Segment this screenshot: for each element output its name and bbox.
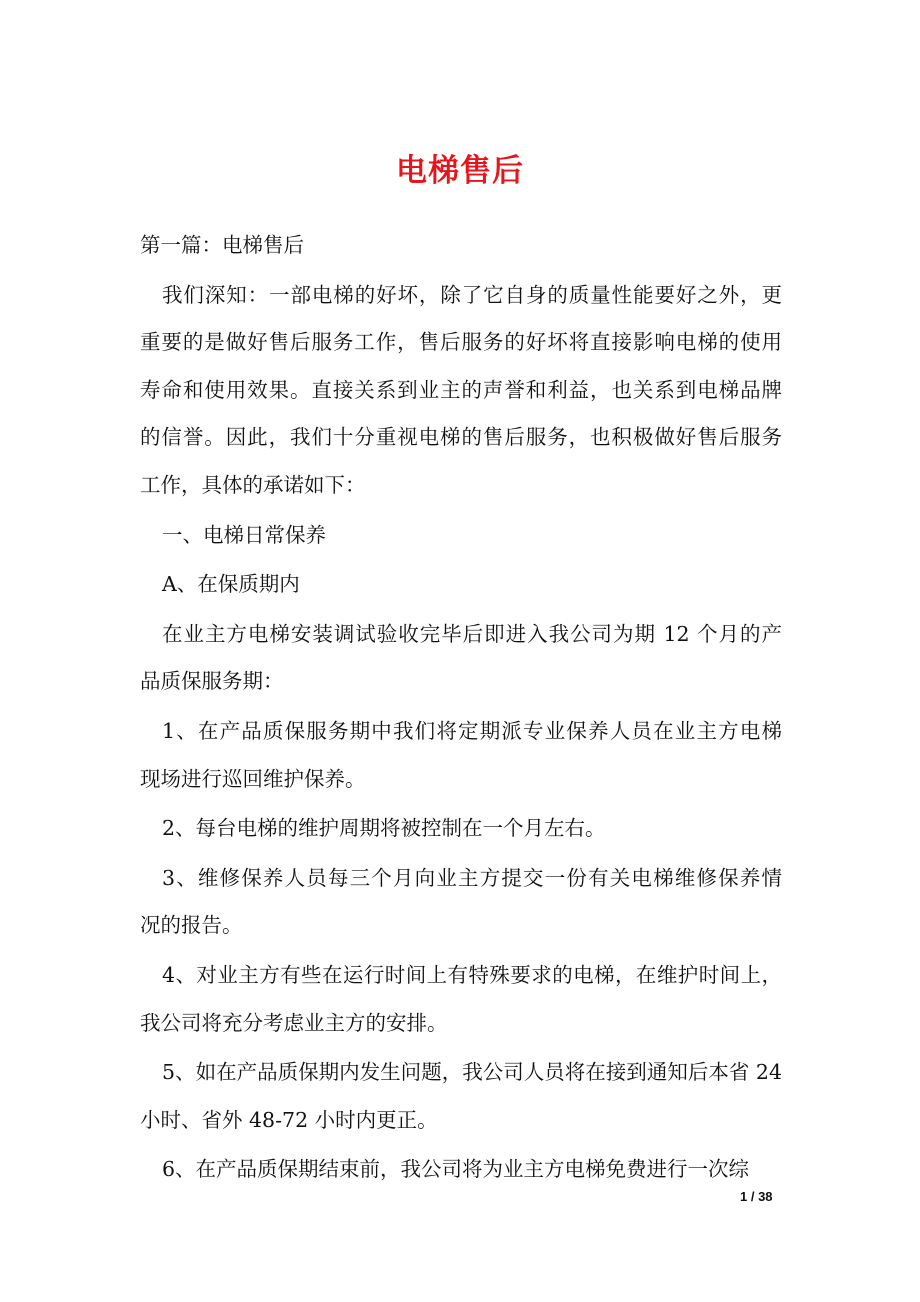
text-line: 寿命和使用效果。直接关系到业主的声誉和利益，也关系到电梯品牌	[140, 377, 782, 402]
text-line: 1、在产品质保服务期中我们将定期派专业保养人员在业主方电梯	[162, 718, 782, 743]
paragraph	[140, 614, 782, 709]
text-line: 况的报告。	[140, 913, 243, 938]
paragraph	[140, 1149, 782, 1197]
text-line: 重要的是做好售后服务工作，售后服务的好坏将直接影响电梯的使用	[140, 330, 782, 355]
paragraph	[140, 711, 782, 806]
text-line: 的信誉。因此，我们十分重视电梯的售后服务，也积极做好售后服务	[140, 425, 782, 450]
paragraph	[140, 225, 782, 273]
document-title: 电梯售后	[396, 153, 524, 189]
text-line: 5、如在产品质保期内发生问题，我公司人员将在接到通知后本省 24	[162, 1060, 782, 1085]
text-line: 工作，具体的承诺如下：	[140, 472, 366, 497]
text-line: 我公司将充分考虑业主方的安排。	[140, 1010, 448, 1035]
paragraph	[140, 515, 782, 563]
page-number: 1 / 38	[740, 1189, 773, 1204]
text-line: 现场进行巡回维护保养。	[140, 766, 366, 791]
paragraph	[140, 275, 782, 513]
paragraph	[140, 808, 782, 856]
document-body	[140, 225, 782, 1199]
text-line: 一、电梯日常保养	[162, 522, 326, 547]
paragraph	[140, 858, 782, 953]
text-line: 第一篇：电梯售后	[140, 233, 304, 257]
text-line: 小时、省外 48-72 小时内更正。	[140, 1107, 438, 1132]
text-line: 2、每台电梯的维护周期将被控制在一个月左右。	[162, 816, 606, 841]
text-line: 4、对业主方有些在运行时间上有特殊要求的电梯，在维护时间上，	[162, 962, 782, 987]
text-line: 在业主方电梯安装调试验收完毕后即进入我公司为期 12 个月的产	[162, 621, 782, 646]
text-line: A、在保质期内	[162, 572, 300, 597]
text-line: 我们深知：一部电梯的好坏，除了它自身的质量性能要好之外，更	[162, 282, 782, 307]
text-line: 3、维修保养人员每三个月向业主方提交一份有关电梯维修保养情	[162, 865, 782, 890]
paragraph	[140, 1052, 782, 1147]
paragraph	[140, 564, 782, 612]
text-line: 6、在产品质保期结束前，我公司将为业主方电梯免费进行一次综	[162, 1157, 750, 1182]
paragraph	[140, 955, 782, 1050]
text-line: 品质保服务期：	[140, 669, 284, 694]
